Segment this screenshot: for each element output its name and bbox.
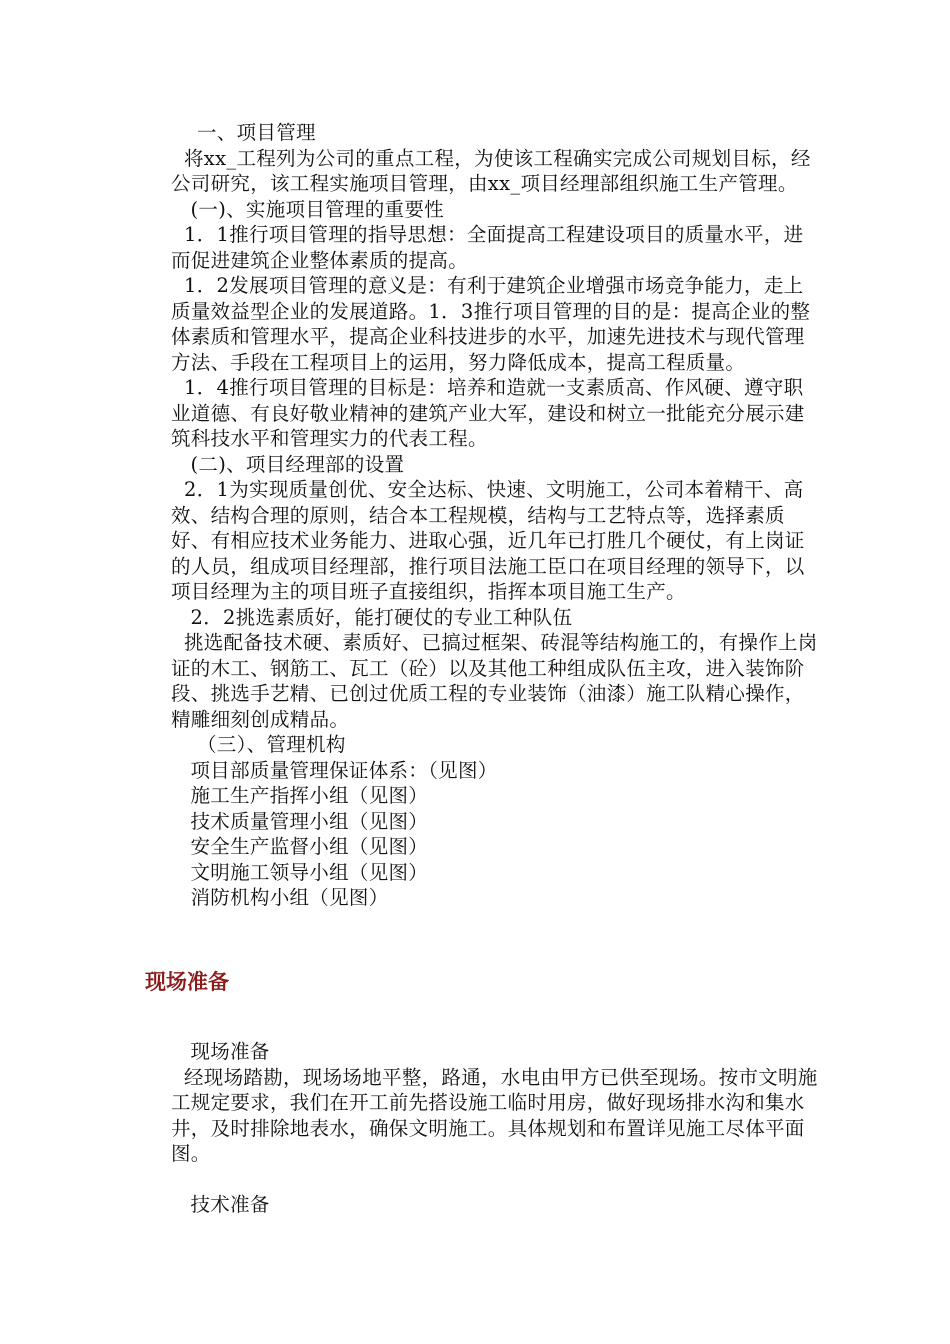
site-preparation-heading: 现场准备 <box>145 970 229 994</box>
paragraph: 1．4推行项目管理的目标是：培养和造就一支素质高、作风硬、遵守职业道德、有良好敬业精神的建筑产业大军，建设和树立一批能充分展示建筑科技水平和管理实力的代表工程。 <box>171 376 805 450</box>
list-item: 文明施工领导小组（见图） <box>171 860 429 884</box>
spacer <box>171 1167 821 1192</box>
list-item: 技术质量管理小组（见图） <box>171 809 429 833</box>
list-item: 项目部质量管理保证体系：（见图） <box>171 758 498 782</box>
list-item: 施工生产指挥小组（见图） <box>171 784 429 807</box>
subsection-title: (一)、实施项目管理的重要性 <box>171 197 444 221</box>
list-item: 消防机构小组（见图） <box>171 886 389 909</box>
subsection-title: （三）、管理机构 <box>171 733 346 756</box>
paragraph: 1．2发展项目管理的意义是：有利于建筑企业增强市场竞争能力，走上质量效益型企业的发展道路。1．3推行项目管理的目的是：提高企业的整体素质和管理水平，提高企业科技进步的水平，加速先进技术与现代管理方法、手段在工程项目上的运用，努力降低成本，提高工程质量。 <box>171 274 811 374</box>
section-title: 现场准备 <box>171 1040 270 1063</box>
site-preparation-section <box>171 1039 821 1217</box>
subsection-title: (二)、项目经理部的设置 <box>171 452 405 476</box>
paragraph: 1．1推行项目管理的指导思想：全面提高工程建设项目的质量水平，进而促进建筑企业整体素质的提高。 <box>171 223 804 272</box>
paragraph: 2．2挑选素质好，能打硬仗的专业工种队伍 <box>171 605 573 629</box>
paragraph: 将xx_工程列为公司的重点工程，为使该工程确实完成公司规划目标，经公司研究，该工程实施项目管理，由xx_项目经理部组织施工生产管理。 <box>171 146 811 195</box>
paragraph: 2．1为实现质量创优、安全达标、快速、文明施工，公司本着精干、高效、结构合理的原则，结合本工程规模，结构与工艺特点等，选择素质好、有相应技术业务能力、进取心强，近几年已打胜几个硬仗，有上岗证的人员，组成项目经理部，推行项目法施工臣口在项目经理的领导下，以项目经理为主的项目班子直接组织，指挥本项目施工生产。 <box>171 478 805 603</box>
list-item: 安全生产监督小组（见图） <box>171 835 429 858</box>
section-title: 技术准备 <box>171 1192 270 1216</box>
section-title: 一、项目管理 <box>171 121 316 144</box>
project-management-section <box>171 120 821 911</box>
paragraph: 经现场踏勘，现场场地平整，路通，水电由甲方已供至现场。按市文明施工规定要求，我们在开工前先搭设施工临时用房，做好现场排水沟和集水井，及时排除地表水，确保文明施工。具体规划和布置详见施工尽体平面图。 <box>171 1065 818 1165</box>
paragraph: 挑选配备技术硬、素质好、已搞过框架、砖混等结构施工的，有操作上岗证的木工、钢筋工、瓦工（砼）以及其他工种组成队伍主攻，进入装饰阶段、挑选手艺精、已创过优质工程的专业装饰（油漆）施工队精心操作，精雕细刻创成精品。 <box>171 631 818 731</box>
